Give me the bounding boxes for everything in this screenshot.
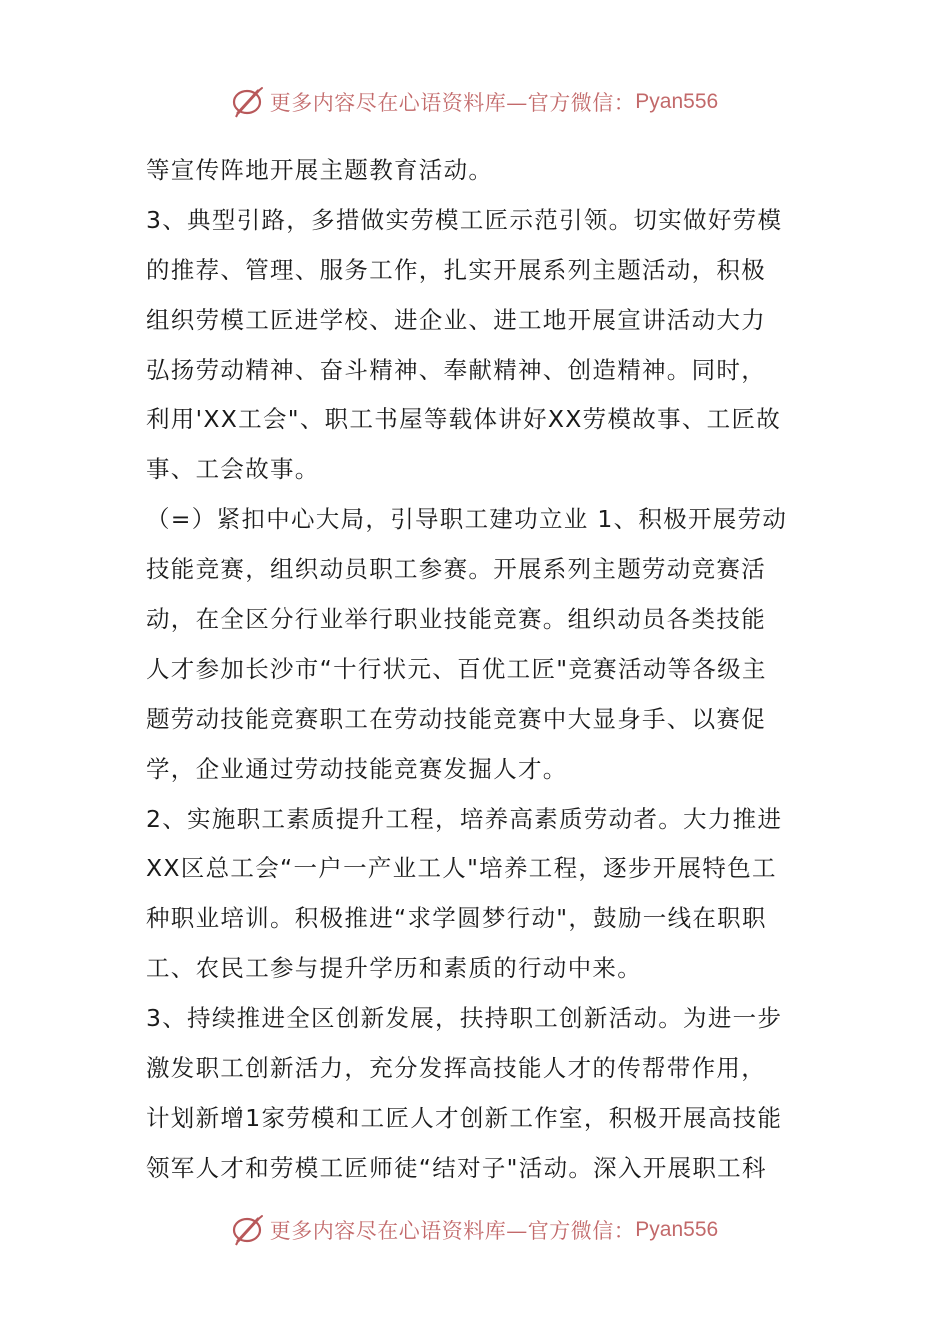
text-line: 的推荐、管理、服务工作，扎实开展系列主题活动，积极 [146,255,766,284]
text-line: 弘扬劳动精神、奋斗精神、奉献精神、创造精神。同时， [146,355,766,384]
banner-text: 更多内容尽在心语资料库—官方微信： [269,91,636,115]
text-line: 3、持续推进全区创新发展，扶持职工创新活动。为进一步 [146,1004,783,1033]
text-line: 组织劳模工匠进学校、进企业、进工地开展宣讲活动大力 [146,305,766,334]
text-line: 人才参加长沙市“十行状元、百优工匠"竞赛活动等各级主 [146,654,767,683]
text-line: 计划新增1家劳模和工匠人才创新工作室，积极开展高技能 [146,1103,783,1132]
text-line: 题劳动技能竞赛职工在劳动技能竞赛中大显身手、以赛促 [146,704,766,733]
text-line: XX区总工会“一户一产业工人"培养工程，逐步开展特色工 [146,854,777,883]
text-line: 学，企业通过劳动技能竞赛发掘人才。 [146,754,568,783]
text-line: 激发职工创新活力，充分发挥高技能人才的传帮带作用， [146,1054,766,1083]
text-line: 工、农民工参与提升学历和素质的行动中来。 [146,954,642,983]
text-line: 事、工会故事。 [146,455,320,484]
pen-logo-icon [232,1213,266,1247]
text-line: 领军人才和劳模工匠师徒“结对子"活动。深入开展职工科 [146,1153,767,1182]
text-line: 2、实施职工素质提升工程，培养高素质劳动者。大力推进 [146,804,783,833]
text-line: 动，在全区分行业举行职业技能竞赛。组织动员各类技能 [146,605,766,634]
banner-wechat-id: Pyan556 [635,1218,719,1241]
document-body [146,146,808,1194]
text-line: （=）紧扣中心大局，引导职工建功立业 1、积极开展劳动 [146,505,788,534]
text-line: 3、典型引路，多措做实劳模工匠示范引领。切实做好劳模 [146,205,783,234]
header-banner [0,82,950,122]
banner-wechat-id: Pyan556 [635,90,719,113]
pen-logo-icon [232,85,266,119]
text-line: 技能竞赛，组织动员职工参赛。开展系列主题劳动竞赛活 [146,555,766,584]
text-line: 种职业培训。积极推进“求学圆梦行动"，鼓励一线在职职 [146,904,767,933]
text-line: 利用'XX工会"、职工书屋等载体讲好XX劳模故事、工匠故 [146,405,782,434]
footer-banner [0,1210,950,1250]
banner-text: 更多内容尽在心语资料库—官方微信： [269,1219,636,1243]
text-line: 等宣传阵地开展主题教育活动。 [146,156,494,184]
